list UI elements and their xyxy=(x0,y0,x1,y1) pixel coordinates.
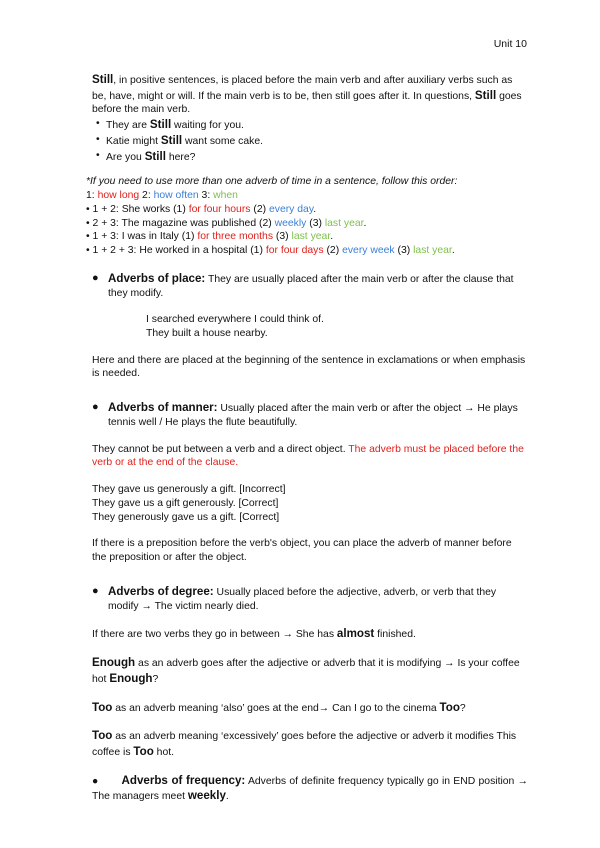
still-word: Still xyxy=(92,73,114,86)
order-key: 1: how long 2: how often 3: when xyxy=(86,190,238,202)
manner-examples: They gave us generously a gift. [Incorrect] They gave us a gift generously. [Correct] They generously gave us a gift. [Correct] xyxy=(92,484,286,523)
too-excessive-note: Too as an adverb meaning ‘excessively’ goes before the adjective or adverb it modifies This coffee is Too hot. xyxy=(92,729,517,758)
list-item: • They are Still waiting for you. xyxy=(92,117,528,133)
list-item: • Katie might Still want some cake. xyxy=(92,133,528,149)
still-paragraph: Still, in positive sentences, is placed before the main verb and after auxiliary verbs such as be, have, might or will. If the main verb is to be, then still goes after it. In questions, Still goes before the main verb. xyxy=(92,73,522,116)
too-also-note: Too as an adverb meaning ‘also’ goes at the end→ Can I go to the cinema Too? xyxy=(92,700,466,714)
bullet-icon: ● xyxy=(92,401,99,414)
bullet-icon: ● xyxy=(92,271,99,284)
list-item: • Are you Still here? xyxy=(92,149,528,165)
order-example: • 1 + 3: I was in Italy (1) for three months (3) last year. xyxy=(86,231,334,243)
bullet-icon: ● xyxy=(92,584,99,597)
order-example: • 1 + 2 + 3: He worked in a hospital (1) for four days (2) every week (3) last year. xyxy=(86,245,455,257)
unit-label: Unit 10 xyxy=(493,38,527,50)
bullet-icon: ● xyxy=(92,775,99,787)
order-example: • 1 + 2: She works (1) for four hours (2) every day. xyxy=(86,203,317,215)
place-examples: I searched everywhere I could think of. They built a house nearby. xyxy=(146,314,324,340)
still-examples xyxy=(92,117,528,164)
enough-note: Enough as an adverb goes after the adjective or adverb that it is modifying → Is your coffee hot Enough? xyxy=(92,656,520,685)
manner-heading: ● Adverbs of manner: Usually placed after the main verb or after the object → He plays tennis well / He plays the flute beautifully. xyxy=(92,401,518,428)
manner-rule: They cannot be put between a verb and a direct object. The adverb must be placed before the verb or at the end of the clause. xyxy=(92,443,524,469)
page-content xyxy=(86,72,528,804)
degree-two-verbs: If there are two verbs they go in between → She has almost finished. xyxy=(92,627,416,641)
manner-preposition-note: If there is a preposition before the verb's object, you can place the adverb of manner before the preposition or after the object. xyxy=(92,538,512,564)
still-word-2: Still xyxy=(474,88,497,102)
adverb-order-section xyxy=(86,175,528,257)
place-heading: ● Adverbs of place: They are usually placed after the main verb or after the clause that they modify. xyxy=(92,271,514,299)
frequency-heading: ● Adverbs of frequency: Adverbs of definite frequency typically go in END position → The managers meet weekly. xyxy=(92,773,528,803)
degree-heading: ● Adverbs of degree: Usually placed before the adjective, adverb, or verb that they modify → The victim nearly died. xyxy=(92,584,497,612)
order-note: *If you need to use more than one adverb of time in a sentence, follow this order: xyxy=(86,176,458,188)
place-note: Here and there are placed at the beginning of the sentence in exclamations or when emphasis is needed. xyxy=(92,354,526,380)
order-example: • 2 + 3: The magazine was published (2) weekly (3) last year. xyxy=(86,217,367,229)
